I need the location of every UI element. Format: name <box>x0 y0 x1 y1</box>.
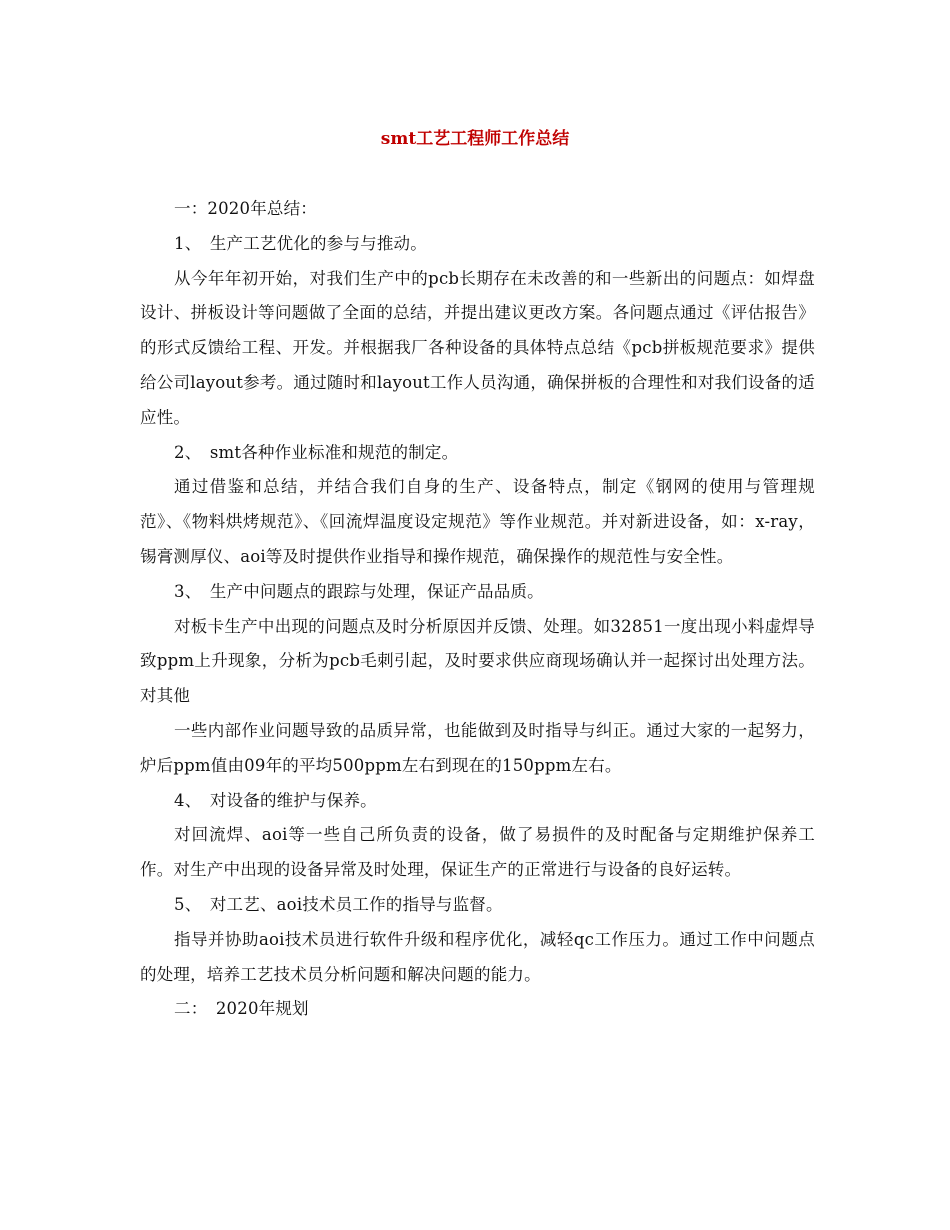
item-heading: 2、 smt各种作业标准和规范的制定。 <box>174 442 459 462</box>
section-heading: 一：2020年总结： <box>174 199 317 218</box>
section-heading: 二： 2020年规划 <box>174 999 309 1019</box>
body-paragraph: 对板卡生产中出现的问题点及时分析原因并反馈、处理。如32851一度出现小料虚焊导致ppm上升现象，分析为pcb毛刺引起，及时要求供应商现场确认并一起探讨出处理方法。对其他 <box>140 616 815 706</box>
body-paragraph: 从今年年初开始，对我们生产中的pcb长期存在未改善的和一些新出的问题点：如焊盘设计、拼板设计等问题做了全面的总结，并提出建议更改方案。各问题点通过《评估报告》的形式反馈给工程、开发。并根据我厂各种设备的具体特点总结《pcb拼板规范要求》提供给公司layout参考。通过随时和layout工作人员沟通，确保拼板的合理性和对我们设备的适应性。 <box>140 268 815 427</box>
document-body <box>140 192 815 1027</box>
body-paragraph: 通过借鉴和总结，并结合我们自身的生产、设备特点，制定《钢网的使用与管理规范》、《物料烘烤规范》、《回流焊温度设定规范》等作业规范。并对新进设备，如：x-ray，锡膏测厚仪、aoi等及时提供作业指导和操作规范，确保操作的规范性与安全性。 <box>140 477 815 566</box>
item-heading: 5、 对工艺、aoi技术员工作的指导与监督。 <box>174 894 503 914</box>
document-title: smt工艺工程师工作总结 <box>380 129 570 149</box>
item-heading: 3、 生产中问题点的跟踪与处理，保证产品品质。 <box>174 581 544 601</box>
body-paragraph: 一些内部作业问题导致的品质异常，也能做到及时指导与纠正。通过大家的一起努力，炉后ppm值由09年的平均500ppm左右到现在的150ppm左右。 <box>140 720 815 775</box>
body-paragraph: 对回流焊、aoi等一些自己所负责的设备，做了易损件的及时配备与定期维护保养工作。对生产中出现的设备异常及时处理，保证生产的正常进行与设备的良好运转。 <box>140 825 815 880</box>
body-paragraph: 指导并协助aoi技术员进行软件升级和程序优化，减轻qc工作压力。通过工作中问题点的处理，培养工艺技术员分析问题和解决问题的能力。 <box>140 929 815 984</box>
item-heading: 4、 对设备的维护与保养。 <box>174 790 377 810</box>
item-heading: 1、 生产工艺优化的参与与推动。 <box>174 233 427 253</box>
